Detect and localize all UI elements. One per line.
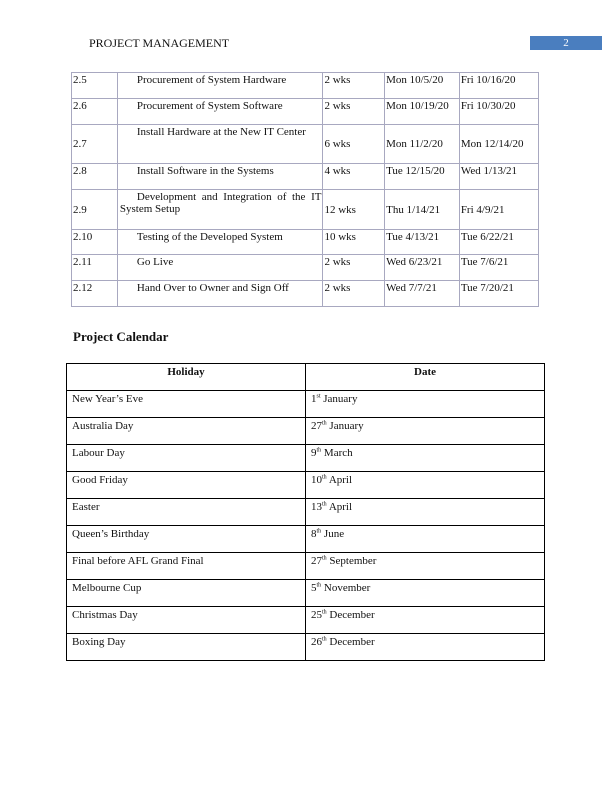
task-duration: 2 wks: [323, 73, 385, 99]
date-suffix: th: [322, 501, 327, 508]
column-header-date: Date: [306, 364, 545, 391]
date-day: 27: [311, 420, 322, 432]
task-id: 2.12: [72, 281, 118, 307]
date-suffix: st: [316, 393, 321, 400]
task-name: Hand Over to Owner and Sign Off: [117, 281, 323, 307]
task-finish: Mon 12/14/20: [459, 125, 538, 164]
task-finish: Fri 10/30/20: [459, 99, 538, 125]
holiday-date: [306, 607, 545, 634]
task-id: 2.5: [72, 73, 118, 99]
task-finish: Wed 1/13/21: [459, 164, 538, 190]
table-row: [72, 99, 539, 125]
table-row: [67, 607, 545, 634]
table-row: [72, 255, 539, 281]
date-day: 27: [311, 555, 322, 567]
date-month: December: [329, 609, 375, 621]
date-day: 26: [311, 636, 322, 648]
task-duration: 4 wks: [323, 164, 385, 190]
table-row: [67, 445, 545, 472]
date-month: December: [329, 636, 375, 648]
holiday-name: Labour Day: [67, 445, 306, 472]
task-finish: Tue 6/22/21: [459, 230, 538, 255]
date-day: 10: [311, 474, 322, 486]
table-row: [67, 418, 545, 445]
task-finish: Fri 4/9/21: [459, 190, 538, 230]
task-duration: 6 wks: [323, 125, 385, 164]
date-day: 8: [311, 528, 317, 540]
task-finish: Fri 10/16/20: [459, 73, 538, 99]
date-suffix: th: [316, 528, 322, 535]
table-header-row: [67, 364, 545, 391]
task-start: Wed 6/23/21: [385, 255, 460, 281]
task-name: Go Live: [117, 255, 323, 281]
task-id: 2.9: [72, 190, 118, 230]
date-month: January: [329, 420, 364, 432]
task-id: 2.10: [72, 230, 118, 255]
task-start: Thu 1/14/21: [385, 190, 460, 230]
task-name: Development and Integration of the IT System Setup: [117, 190, 323, 230]
holiday-date: [306, 634, 545, 661]
holiday-name: Australia Day: [67, 418, 306, 445]
date-suffix: th: [322, 474, 327, 481]
task-start: Wed 7/7/21: [385, 281, 460, 307]
holiday-name: Boxing Day: [67, 634, 306, 661]
holiday-date: [306, 580, 545, 607]
holiday-name: Melbourne Cup: [67, 580, 306, 607]
holiday-date: [306, 418, 545, 445]
date-month: April: [328, 474, 353, 486]
table-row: [67, 391, 545, 418]
date-month: September: [329, 555, 377, 567]
task-duration: 2 wks: [323, 255, 385, 281]
holiday-date: [306, 472, 545, 499]
holiday-name: Final before AFL Grand Final: [67, 553, 306, 580]
task-name: Testing of the Developed System: [117, 230, 323, 255]
holiday-date: [306, 391, 545, 418]
task-finish: Tue 7/20/21: [459, 281, 538, 307]
task-duration: 12 wks: [323, 190, 385, 230]
date-day: 9: [311, 447, 317, 459]
task-id: 2.11: [72, 255, 118, 281]
date-day: 13: [311, 501, 322, 513]
table-row: [72, 164, 539, 190]
column-header-holiday: Holiday: [67, 364, 306, 391]
table-row: [72, 281, 539, 307]
date-suffix: th: [322, 609, 327, 616]
task-start: Mon 10/5/20: [385, 73, 460, 99]
date-month: April: [328, 501, 353, 513]
date-month: June: [323, 528, 345, 540]
holiday-calendar-table: [66, 363, 545, 661]
task-start: Tue 4/13/21: [385, 230, 460, 255]
holiday-date: [306, 526, 545, 553]
table-row: [67, 499, 545, 526]
holiday-name: Christmas Day: [67, 607, 306, 634]
table-row: [72, 125, 539, 164]
holiday-name: Queen’s Birthday: [67, 526, 306, 553]
table-row: [72, 73, 539, 99]
table-row: [67, 526, 545, 553]
holiday-name: Good Friday: [67, 472, 306, 499]
task-id: 2.7: [72, 125, 118, 164]
task-duration: 2 wks: [323, 281, 385, 307]
task-start: Mon 11/2/20: [385, 125, 460, 164]
date-day: 5: [311, 582, 317, 594]
date-suffix: th: [322, 555, 327, 562]
holiday-date: [306, 553, 545, 580]
task-start: Mon 10/19/20: [385, 99, 460, 125]
table-row: [67, 472, 545, 499]
date-suffix: th: [316, 447, 322, 454]
section-heading: Project Calendar: [73, 329, 169, 344]
table-row: [72, 190, 539, 230]
date-suffix: th: [322, 420, 327, 427]
task-start: Tue 12/15/20: [385, 164, 460, 190]
holiday-date: [306, 499, 545, 526]
holiday-name: Easter: [67, 499, 306, 526]
task-name: Procurement of System Software: [117, 99, 323, 125]
task-schedule-table: [71, 72, 539, 307]
task-finish: Tue 7/6/21: [459, 255, 538, 281]
holiday-date: [306, 445, 545, 472]
task-duration: 10 wks: [323, 230, 385, 255]
task-id: 2.8: [72, 164, 118, 190]
running-header: PROJECT MANAGEMENT: [89, 36, 230, 50]
date-suffix: th: [316, 582, 322, 589]
page-number: 2: [530, 36, 602, 50]
table-row: [72, 230, 539, 255]
table-row: [67, 580, 545, 607]
date-month: November: [323, 582, 371, 594]
date-suffix: th: [322, 636, 327, 643]
task-name: Install Hardware at the New IT Center: [117, 125, 323, 164]
table-row: [67, 553, 545, 580]
task-id: 2.6: [72, 99, 118, 125]
table-row: [67, 634, 545, 661]
task-duration: 2 wks: [323, 99, 385, 125]
task-name: Procurement of System Hardware: [117, 73, 323, 99]
date-day: 25: [311, 609, 322, 621]
holiday-name: New Year’s Eve: [67, 391, 306, 418]
date-month: March: [323, 447, 353, 459]
task-name: Install Software in the Systems: [117, 164, 323, 190]
date-day: 1: [311, 393, 317, 405]
date-month: January: [323, 393, 358, 405]
